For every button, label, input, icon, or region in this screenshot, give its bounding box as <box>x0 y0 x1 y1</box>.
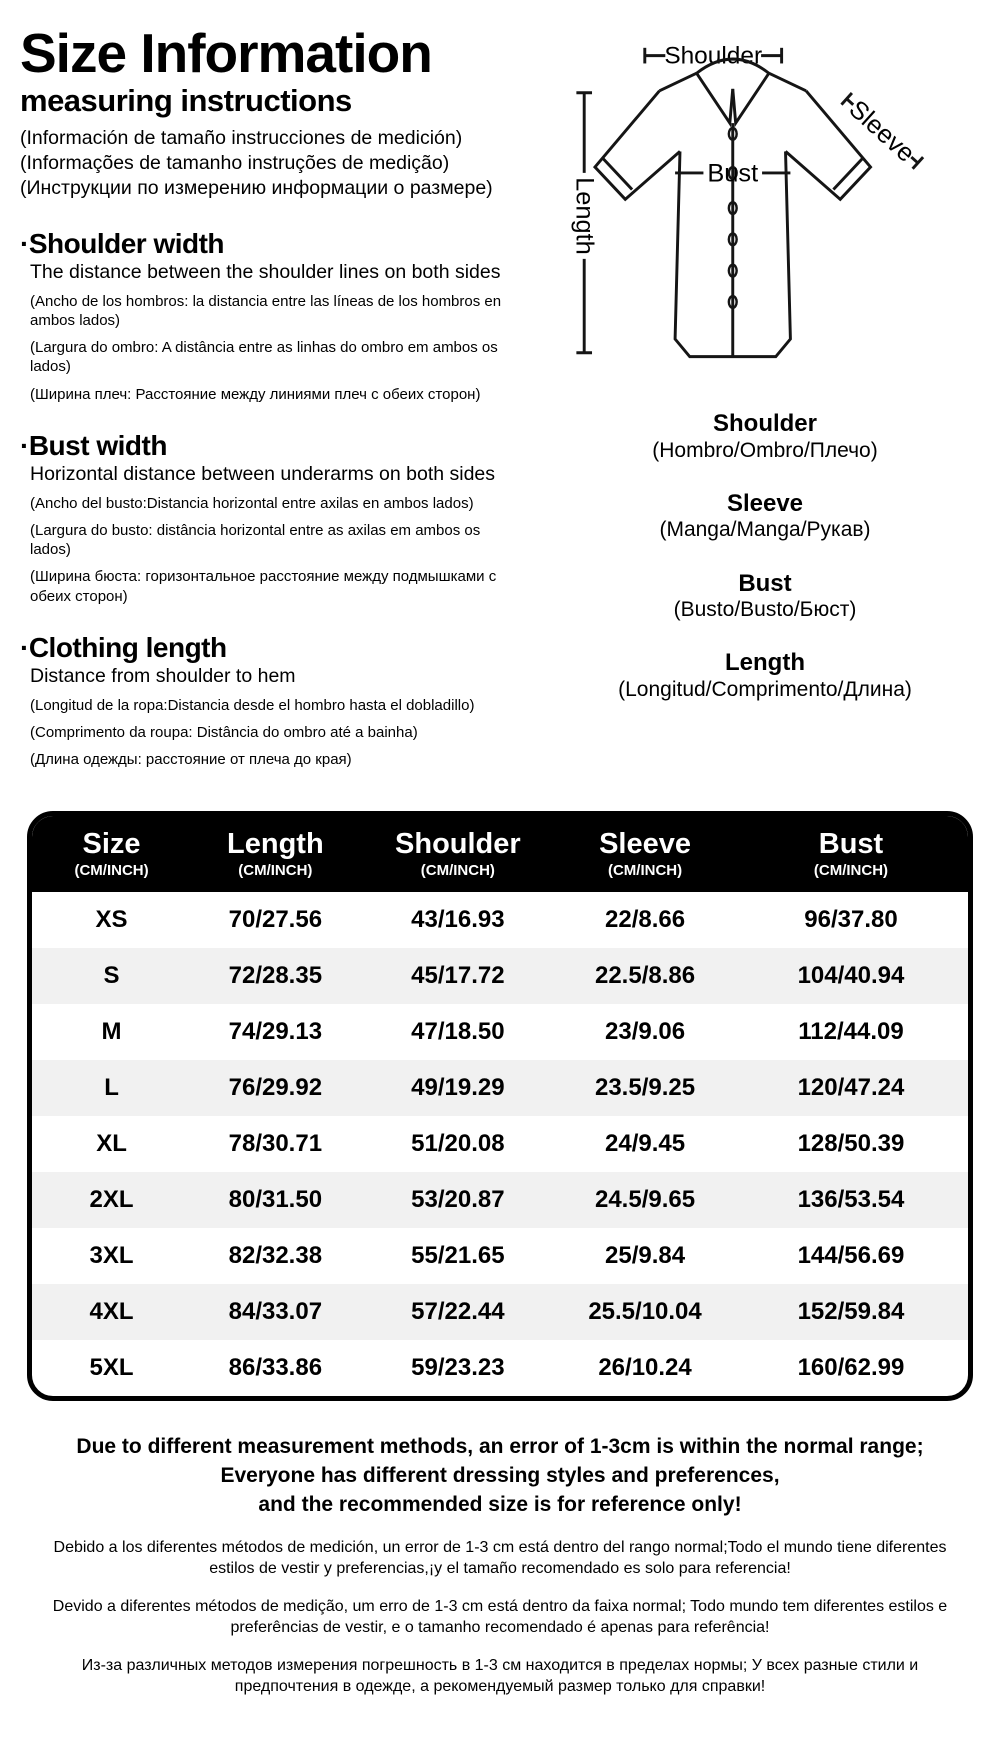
column-header-bust <box>734 816 968 891</box>
size-table-body <box>32 892 968 1396</box>
sleeve-cell: 23/9.06 <box>605 1017 686 1045</box>
shoulder-cell: 45/17.72 <box>411 961 505 989</box>
footer-note-es: Debido a los diferentes métodos de medición, un error de 1-3 cm está dentro del rango normal;Todo el mundo tiene diferentes estilos de vestir y preferencias,¡y el tamaño recomendado es solo para referencia! <box>53 1538 947 1577</box>
bust-cell: 112/44.09 <box>798 1017 904 1045</box>
legend-term: Sleeve <box>726 489 804 517</box>
length-measure <box>570 93 598 353</box>
column-label: Shoulder <box>395 828 521 861</box>
size-cell: XL <box>96 1129 127 1157</box>
column-header-length <box>191 816 359 891</box>
section-title: Clothing length <box>28 631 227 663</box>
length-cell: 80/31.50 <box>228 1185 323 1213</box>
bust-cell: 96/37.80 <box>804 905 898 933</box>
legend-item-length <box>618 649 912 702</box>
disclaimer-line-1: Due to different measurement methods, an error of 1-3cm is within the normal range; <box>76 1434 924 1458</box>
legend-item-sleeve <box>618 490 912 543</box>
size-table-header <box>32 816 968 891</box>
size-cell: L <box>104 1073 119 1101</box>
size-table-container <box>27 811 973 1400</box>
diagram-label-shoulder: Shoulder <box>664 42 763 70</box>
section-bullet: · <box>20 631 29 663</box>
subtitle-translation-es: (Información de tamaño instrucciones de medición) <box>20 126 463 149</box>
section-clothing-length <box>20 633 550 770</box>
diagram-column <box>550 0 1000 769</box>
column-label: Sleeve <box>599 828 691 861</box>
page-subtitle: measuring instructions <box>20 83 352 118</box>
section-description: The distance between the shoulder lines on both sides <box>30 260 501 283</box>
section-translation-pt: (Largura do ombro: A distância entre as linhas do ombro em ambos os lados) <box>30 339 498 376</box>
shoulder-cell: 51/20.08 <box>411 1129 505 1157</box>
disclaimer-line-3: and the recommended size is for reference only! <box>258 1492 742 1516</box>
sleeve-cell: 23.5/9.25 <box>594 1073 696 1101</box>
table-row-s <box>32 948 968 1004</box>
bust-measure <box>675 160 790 188</box>
section-bust-width <box>20 431 550 606</box>
sleeve-cell: 25.5/10.04 <box>588 1297 702 1325</box>
page-title: Size Information <box>20 22 432 84</box>
size-cell: 4XL <box>89 1297 134 1325</box>
size-cell: M <box>101 1017 122 1045</box>
section-title: Bust width <box>28 429 167 461</box>
bust-cell: 152/59.84 <box>797 1297 905 1325</box>
length-cell: 76/29.92 <box>228 1073 323 1101</box>
table-row-m <box>32 1004 968 1060</box>
legend-term: Length <box>725 649 805 677</box>
measurement-legend <box>618 410 912 729</box>
footer-disclaimer <box>0 1433 1000 1520</box>
length-cell: 84/33.07 <box>228 1297 323 1325</box>
section-description: Distance from shoulder to hem <box>30 664 296 687</box>
top-area <box>0 0 1000 769</box>
bust-cell: 104/40.94 <box>797 961 905 989</box>
column-header-shoulder <box>360 816 557 891</box>
shoulder-cell: 55/21.65 <box>411 1241 505 1269</box>
section-translation-ru: (Длина одежды: расстояние от плеча до края) <box>30 751 352 769</box>
shoulder-cell: 49/19.29 <box>411 1073 505 1101</box>
length-cell: 74/29.13 <box>228 1017 323 1045</box>
legend-translation: (Manga/Manga/Рукав) <box>659 518 871 542</box>
section-translation-ru: (Ширина бюста: горизонтальное расстояние между подмышками с обеих сторон) <box>30 568 497 605</box>
size-cell: 2XL <box>89 1185 134 1213</box>
shoulder-cell: 57/22.44 <box>411 1297 505 1325</box>
column-label: Bust <box>818 828 884 861</box>
legend-translation: (Busto/Busto/Бюст) <box>673 598 857 622</box>
column-header-size <box>32 816 191 891</box>
sleeve-measure <box>837 89 927 174</box>
bust-cell: 160/62.99 <box>797 1353 905 1381</box>
disclaimer-line-2: Everyone has different dressing styles and preferences, <box>220 1463 780 1487</box>
section-title: Shoulder width <box>28 227 225 259</box>
diagram-label-length: Length <box>570 177 599 255</box>
shirt-outline <box>595 59 871 357</box>
size-cell: 3XL <box>89 1241 134 1269</box>
column-label: Length <box>227 828 324 861</box>
column-unit: (CM/INCH) <box>74 862 149 880</box>
length-cell: 78/30.71 <box>228 1129 323 1157</box>
size-cell: 5XL <box>89 1353 134 1381</box>
column-header-sleeve <box>556 816 734 891</box>
table-row-3xl <box>32 1228 968 1284</box>
size-cell: XS <box>95 905 128 933</box>
column-unit: (CM/INCH) <box>420 862 495 880</box>
legend-item-shoulder <box>618 410 912 463</box>
length-cell: 70/27.56 <box>228 905 323 933</box>
bust-cell: 144/56.69 <box>797 1241 905 1269</box>
section-translation-es: (Longitud de la ropa:Distancia desde el hombro hasta el dobladillo) <box>30 697 475 715</box>
footer-note-ru: Из-за различных методов измерения погрешность в 1-3 см находится в пределах нормы; У всех разные стили и предпочтения в одежде, а рекомендуемый размер только для справки! <box>81 1657 919 1696</box>
sleeve-cell: 24.5/9.65 <box>594 1185 696 1213</box>
legend-term: Bust <box>738 569 792 597</box>
legend-translation: (Longitud/Comprimento/Длина) <box>618 677 912 701</box>
footer-note-pt: Devido a diferentes métodos de medição, um erro de 1-3 cm está dentro da faixa normal; Todo mundo tem diferentes estilos e preferências de vestir, e o tamanho recomendado é apenas para referência! <box>52 1598 948 1637</box>
size-table <box>32 816 968 1395</box>
sleeve-cell: 24/9.45 <box>605 1129 686 1157</box>
bust-cell: 128/50.39 <box>797 1129 905 1157</box>
legend-item-bust <box>618 570 912 623</box>
column-unit: (CM/INCH) <box>813 862 889 880</box>
section-translation-pt: (Largura do busto: distância horizontal entre as axilas em ambos os lados) <box>30 522 481 559</box>
section-shoulder-width <box>20 229 550 404</box>
sleeve-cell: 25/9.84 <box>605 1241 686 1269</box>
shoulder-cell: 53/20.87 <box>411 1185 505 1213</box>
table-row-2xl <box>32 1172 968 1228</box>
table-row-4xl <box>32 1284 968 1340</box>
shoulder-cell: 43/16.93 <box>411 905 505 933</box>
table-row-xs <box>32 892 968 948</box>
bust-cell: 136/53.54 <box>797 1185 905 1213</box>
diagram-label-sleeve: Sleeve <box>843 95 920 168</box>
column-unit: (CM/INCH) <box>238 862 313 880</box>
section-translation-ru: (Ширина плеч: Расстояние между линиями плеч с обеих сторон) <box>30 385 481 403</box>
shoulder-cell: 47/18.50 <box>411 1017 505 1045</box>
instructions-column <box>0 0 550 769</box>
section-bullet: · <box>20 227 29 259</box>
length-cell: 72/28.35 <box>228 961 323 989</box>
shoulder-cell: 59/23.23 <box>411 1353 505 1381</box>
table-row-l <box>32 1060 968 1116</box>
table-row-5xl <box>32 1340 968 1396</box>
legend-translation: (Hombro/Ombro/Плечо) <box>652 438 878 462</box>
sleeve-cell: 22/8.66 <box>605 905 686 933</box>
length-cell: 82/32.38 <box>228 1241 323 1269</box>
shirt-diagram <box>550 30 980 394</box>
sleeve-cell: 26/10.24 <box>598 1353 692 1381</box>
sleeve-cell: 22.5/8.86 <box>594 961 696 989</box>
legend-term: Shoulder <box>712 410 817 437</box>
subtitle-translation-pt: (Informações de tamanho instruções de medição) <box>20 151 450 174</box>
diagram-label-bust: Bust <box>707 159 759 188</box>
subtitle-translation-ru: (Инструкции по измерению информации о размере) <box>20 177 493 200</box>
length-cell: 86/33.86 <box>228 1353 323 1381</box>
section-translation-pt: (Comprimento da roupa: Distância do ombro até a bainha) <box>30 724 418 742</box>
section-translation-es: (Ancho de los hombros: la distancia entre las líneas de los hombros en ambos lados) <box>30 293 502 330</box>
shoulder-measure <box>645 42 782 69</box>
section-translation-es: (Ancho del busto:Distancia horizontal entre axilas en ambos lados) <box>30 495 474 513</box>
bust-cell: 120/47.24 <box>797 1073 905 1101</box>
table-row-xl <box>32 1116 968 1172</box>
size-cell: S <box>103 961 120 989</box>
section-description: Horizontal distance between underarms on both sides <box>30 462 496 485</box>
column-unit: (CM/INCH) <box>607 862 683 880</box>
column-label: Size <box>82 828 141 861</box>
section-bullet: · <box>20 429 29 461</box>
